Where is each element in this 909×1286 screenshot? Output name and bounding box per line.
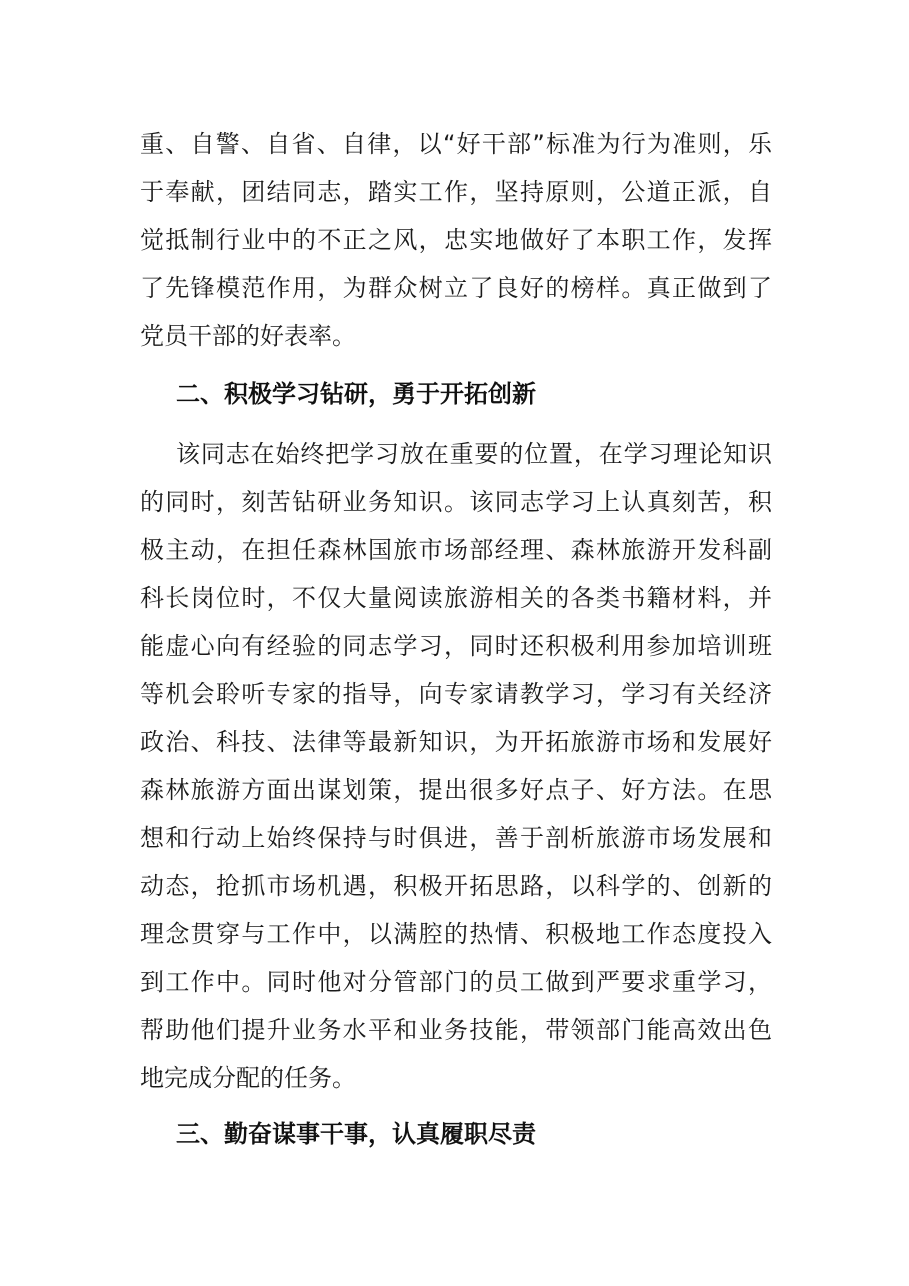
paragraph-2-line-7: 政治、科技、法律等最新知识，为开拓旅游市场和发展好 <box>140 728 772 756</box>
paragraph-1-line-5: 党员干部的好表率。 <box>140 322 356 350</box>
paragraph-1-line-4: 了先锋模范作用，为群众树立了良好的榜样。真正做到了 <box>140 274 772 302</box>
paragraph-1-line-2: 于奉献，团结同志，踏实工作，坚持原则，公道正派，自 <box>140 178 772 206</box>
paragraph-2-line-4: 科长岗位时，不仅大量阅读旅游相关的各类书籍材料，并 <box>140 584 772 612</box>
paragraph-2-line-14: 地完成分配的任务。 <box>140 1064 356 1092</box>
section-heading-3: 三、勤奋谋事干事，认真履职尽责 <box>176 1120 536 1148</box>
paragraph-1-line-1: 重、自警、自省、自律，以“好干部”标准为行为准则，乐 <box>140 130 772 158</box>
paragraph-2-line-1: 该同志在始终把学习放在重要的位置，在学习理论知识 <box>176 440 772 468</box>
paragraph-2-line-2: 的同时，刻苦钻研业务知识。该同志学习上认真刻苦，积 <box>140 488 772 516</box>
paragraph-2-line-12: 到工作中。同时他对分管部门的员工做到严要求重学习， <box>140 968 772 996</box>
section-heading-2: 二、积极学习钻研，勇于开拓创新 <box>176 380 536 408</box>
paragraph-2-line-10: 动态，抢抓市场机遇，积极开拓思路，以科学的、创新的 <box>140 872 772 900</box>
paragraph-2-line-3: 极主动，在担任森林国旅市场部经理、森林旅游开发科副 <box>140 536 772 564</box>
paragraph-2-line-8: 森林旅游方面出谋划策，提出很多好点子、好方法。在思 <box>140 776 772 804</box>
paragraph-2-line-9: 想和行动上始终保持与时俱进，善于剖析旅游市场发展和 <box>140 824 772 852</box>
paragraph-2-line-5: 能虚心向有经验的同志学习，同时还积极利用参加培训班 <box>140 632 772 660</box>
paragraph-2-line-6: 等机会聆听专家的指导，向专家请教学习，学习有关经济 <box>140 680 772 708</box>
paragraph-2-line-11: 理念贯穿与工作中，以满腔的热情、积极地工作态度投入 <box>140 920 772 948</box>
paragraph-1-line-3: 觉抵制行业中的不正之风，忠实地做好了本职工作，发挥 <box>140 226 772 254</box>
paragraph-2-line-13: 帮助他们提升业务水平和业务技能，带领部门能高效出色 <box>140 1016 772 1044</box>
